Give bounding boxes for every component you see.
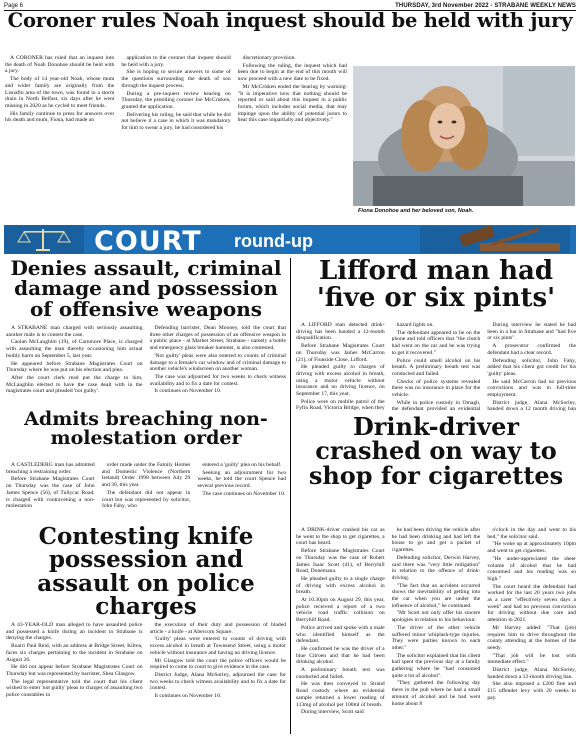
crashed-column-1 <box>296 527 385 734</box>
paragraph: Mr Harvey added: "That (job) requires him to drive throughout the county attending at the homes of the needy. <box>487 624 577 651</box>
paragraph: "That job will be lost with immediate effect." <box>487 652 577 666</box>
paragraph: "They gathered the following day there in the pub where he had a small amount of alcohol and he had went home about 8 <box>391 680 481 707</box>
paragraph: Mr Glasgow told the court the police officers would be required to come to court to give evidence in the case. <box>149 657 286 671</box>
paragraph: "The fact that an accident occurred shows the inevitability of getting into the car when you are under the influence of alcohol," he continued. <box>391 582 481 609</box>
banner-roundup-word: round-up <box>234 231 313 251</box>
paragraph: It continues on November 10. <box>154 388 222 395</box>
paragraph: order made under the Family Homes and Domestic Violence (Northern Ireland) Order 1998 between July 29 and 30, this year. <box>101 462 191 489</box>
paragraph: Mr McCrisken ended the hearing by warning: "It is imperative now that nothing should be reported or said about this inquest in a public forum, which includes social media, that may impinge upon the ability of potential jurors to hear this case impartially and objectively." <box>237 83 347 124</box>
paragraph: A 43-YEAR-OLD man alleged to have assaulted police and possessed a knife during an incident in Strabane is denying the charges. <box>6 622 143 642</box>
paragraph: He was then conveyed to Strand Road custody where an evidential sample returned a lower reading of 113mg of alcohol per 100ml of breath. <box>296 681 385 708</box>
gavel-icon <box>420 226 570 253</box>
lead-column-1 <box>5 55 114 223</box>
paragraph: His family continue to press for answers over his death and mum, Fiona, had made an <box>5 110 115 124</box>
paragraph: The solicitor explained that his client had spent the previous day at a family gathering where he "had consumed quite a lot of alcohol". <box>391 652 481 679</box>
banner-court-word: COURT <box>94 226 202 254</box>
lifford-column-1 <box>296 322 385 412</box>
lifford-body <box>296 322 576 412</box>
crashed-headline: Drink-driver crashed on way to shop for cigarettes <box>308 412 564 490</box>
paragraph: Delivering his ruling, he said that while he did not believe it a case in which it was mandatory for him to swear a jury, he had considered his <box>121 111 231 132</box>
paragraph: A DRINK-driver crashed his car as he went to the shop to get cigarettes, a court has heard. <box>296 527 385 547</box>
paragraph: The court heard the defendant had worked for the last 20 years two jobs as a carer "effectively seven days a week" and had no previous conviction for driving without due care and attention in 2021. <box>487 583 577 624</box>
paragraph: Before Strabane Magistrates Court on Thursday was the case of Robert James Isaac Scott (41), of Berryhill Road, Donemana. <box>296 548 385 575</box>
paragraph: Caolan McLaughlin (19), of Carnmore Place, is charged with assaulting the man thereby occasioning him actual bodily harm on September 5, last year. <box>6 339 143 359</box>
paragraph: He pleaded guilty to a single charge of driving with excess alcohol in breath. <box>296 575 385 596</box>
photo-illustration <box>353 66 575 206</box>
contesting-column-2 <box>150 622 287 734</box>
paragraph: A CASTLEDERG man has admitted breaching a restraining order. <box>6 462 95 475</box>
paragraph: "Mr Scott not only offer his sincere apologies in relation to his behaviour. <box>391 610 481 624</box>
paragraph: A prosecutor confirmed the defendant had a clear record. <box>487 343 577 356</box>
paragraph: The defendant did not appear in court but was represented by solicitor, John Fahy, who <box>101 489 191 510</box>
paragraph: She is hoping to secure answers to some of the questions surrounding the death of son through the inquest process. <box>121 69 231 89</box>
paragraph: A preliminary breath test was conducted and failed. <box>296 667 385 680</box>
paragraph: District judge, Alana McSorley, handed down a 12 month driving ban <box>487 399 577 412</box>
denies-column-1 <box>6 325 143 403</box>
paragraph: He confirmed he was the driver of a blue Citroen and that he had been drinking alcohol. <box>296 645 385 666</box>
paragraph: "He woke up at approximately 10pm and went to get cigarettes. <box>487 541 577 555</box>
photo-caption: Fiona Donohoe and her beloved son, Noah. <box>358 208 474 214</box>
admits-body <box>6 462 286 520</box>
paragraph: Police could smell alcohol on his breath. A preliminary breath test was conducted and failed. <box>391 357 481 377</box>
paragraph: After the court clerk read put the charge to him, McLaughlin elected to have the case dealt with in the magistrates court and pleaded 'not guilty'. <box>6 374 143 395</box>
lead-body <box>5 55 347 223</box>
paragraph: The defendant appeared to be on the phone and told officers that "the clutch had went on the car and he was trying to get it recovered." <box>391 329 481 356</box>
lifford-column-3 <box>487 322 576 412</box>
denies-body <box>6 325 286 403</box>
lead-column-3 <box>238 55 347 223</box>
paragraph: Defending solicitor, Derwin Harvey, said there was "very little mitigation" in relation to the offence of drink-driving. <box>391 554 481 581</box>
crashed-column-3 <box>487 527 576 734</box>
paragraph: District Judge, Alana McSorley, adjourned the case for two weeks to check witness availability and to fix a date for contest. <box>149 671 286 692</box>
paragraph: During a pre-inquest review hearing on Thursday, the presiding coroner Joe McCrisken, granted the application. <box>121 90 231 110</box>
paragraph: 'Guilty' pleas were entered to counts of driving with excess alcohol in breath at Townsend Street, using a motor vehicle without insurance and having no driving licence. <box>149 636 286 656</box>
contesting-headline: Contesting knife possession and assault on police charges <box>37 523 255 621</box>
issue-line: THURSDAY, 3rd November 2022 - STRABANE WEEKLY NEWS <box>395 2 576 9</box>
paragraph: Before Strabane Magistrates Court on Thursday was James McCarron (21), of Fiunside Close, Lifford. <box>296 343 385 363</box>
paragraph: Before Strabane Magistrates Court on Thursday was the case of John James Spence (56), of Tullycar Road, is charged with contravening a non-molestation <box>6 476 95 510</box>
paragraph: He did not appear before Strabane Magistrates Court on Thursday but was represented by barrister, Shea Glasgow. <box>6 664 143 677</box>
contesting-column-1 <box>6 622 143 734</box>
denies-headline: Denies assault, criminal damage and possession of offensive weapons <box>10 256 282 321</box>
crashed-column-2 <box>392 527 481 734</box>
court-roundup-banner <box>4 225 576 254</box>
paragraph: hazard lights on. <box>396 322 434 328</box>
paragraph: Following the ruling, the inquest which had been due to begin at the end of this month will now proceed with a new date to be fixed. <box>237 62 347 83</box>
paragraph: Defending solicitor, John Fahy, added that his client got credit for his 'guilty' pleas. <box>487 357 577 377</box>
contesting-body <box>6 622 286 734</box>
paragraph: He appeared before Strabane Magistrates Court on Thursday where he was put on his election and plea. <box>6 360 143 374</box>
paragraph: discretionary provision. <box>242 55 296 61</box>
paragraph: While in police custody in Omagh, the defendant provided an evidential <box>391 399 481 412</box>
paragraph: The legal representative told the court that his client wished to enter 'not guilty' pleas to charges of assaulting two police constables in <box>6 678 143 699</box>
column-divider <box>290 258 291 734</box>
paragraph: The body of 14 year-old Noah, whose mum and wider family are originally from the Lisnafin area of the town, was found in a storm drain in North Belfast, six days after he went missing in 2020 as he cycled to meet friends. <box>5 76 115 109</box>
paragraph: The case continues on November 10. <box>202 490 286 497</box>
scales-of-justice-icon <box>4 225 84 254</box>
paragraph: "He under-appreciated the sheer volume of alcohol that he had consumed and his reading was so high." <box>487 555 577 582</box>
admits-headline: Admits breaching non-molestation order <box>24 408 268 450</box>
paragraph: Police were on mobile patrol of the Fyfin Road, Victoria Bridge, when they <box>296 398 385 412</box>
paragraph: Ruairi Paul Reid, with an address at Bridge Street, Kilrea, faces six charges pertaining to the incident in Strabane on August 26. <box>6 643 143 663</box>
admits-column-3 <box>197 462 286 520</box>
paragraph: During interview, Scott said <box>301 709 364 716</box>
page-number: Page 6 <box>4 2 24 9</box>
admits-column-1 <box>6 462 95 520</box>
paragraph: A STRABANE man charged with seriously assaulting another male is to contest the case. <box>6 325 143 338</box>
paragraph: o'clock in the day and went to his bed," the solicitor said. <box>487 527 577 540</box>
paragraph: application to the coroner that inquest should be held with a jury. <box>121 55 231 68</box>
paragraph: During interview he stated he had been in a bar in Strabane and "had five or six pints". <box>487 322 577 342</box>
lead-photo <box>353 66 575 206</box>
paragraph: It continues on November 10. <box>154 693 222 700</box>
paragraph: He pleaded guilty to charges of driving with excess alcohol in breath, using a motor vehicle without insurance and no driving licence, on September 17, this year. <box>296 364 385 398</box>
paragraph: A CORONER has ruled that an inquest into the death of Noah Donohoe should be held with a jury. <box>5 55 115 75</box>
paragraph: entered a 'guilty' plea on his behalf. <box>202 462 282 468</box>
paragraph: Defending barrister, Dean Mooney, told the court that three other charges of possession of an offensive weapon in a public place - at Market Street, Strabane - namely a bottle and emergency glass breaker hammer, is also contested. <box>149 325 286 352</box>
paragraph: The case was adjourned for two weeks to check witness availability and to fix a date for contest. <box>149 373 286 387</box>
paragraph: He said McCarron had no previous convictions and was in full-time employment. <box>487 378 577 399</box>
paragraph: the execution of their duty and possession of bladed article - a knife - at Abercorn Square. <box>149 622 286 635</box>
paragraph: Seeking an adjournment for two weeks, he told the court Spence had several previous record. <box>197 469 287 490</box>
paragraph: District judge, Alana McSorley, handed down a 12-month driving ban. <box>487 667 577 680</box>
lead-headline: Coroner rules Noah inquest should be held with jury <box>7 9 573 32</box>
lifford-column-2 <box>392 322 481 412</box>
lead-column-2 <box>121 55 230 223</box>
denies-column-2 <box>150 325 287 403</box>
paragraph: At 10.30pm on August 29, this year, police received a report of a two vehicle road traffic collision on Berryhill Road. <box>296 597 385 624</box>
paragraph: he had been driving the vehicle after he had been drinking and had left the house to go and get a packet of cigarettes. <box>391 527 481 554</box>
paragraph: A LIFFORD man detected drink-driving has been handed a 12-month disqualification. <box>296 322 385 342</box>
lifford-headline: Lifford man had 'five or six pints' <box>316 256 556 313</box>
paragraph: 'Not guilty' pleas were also entered to counts of criminal damage to a female's car window and of criminal damage to another vehicle's windscreen on another woman. <box>149 352 286 373</box>
paragraph: Police arrived and spoke with a male who identified himself as the defendant. <box>296 624 385 645</box>
paragraph: Checks of police systems revealed there was no insurance in place for the vehicle. <box>391 378 481 399</box>
crashed-body <box>296 527 576 734</box>
admits-column-2 <box>102 462 191 520</box>
paragraph: The driver of the other vehicle suffered minor whiplash-type injuries. They were parties known to each other." <box>391 624 481 651</box>
paragraph: She also imposed a £200 fine and £15 offender levy with 20 weeks to pay. <box>487 681 577 701</box>
